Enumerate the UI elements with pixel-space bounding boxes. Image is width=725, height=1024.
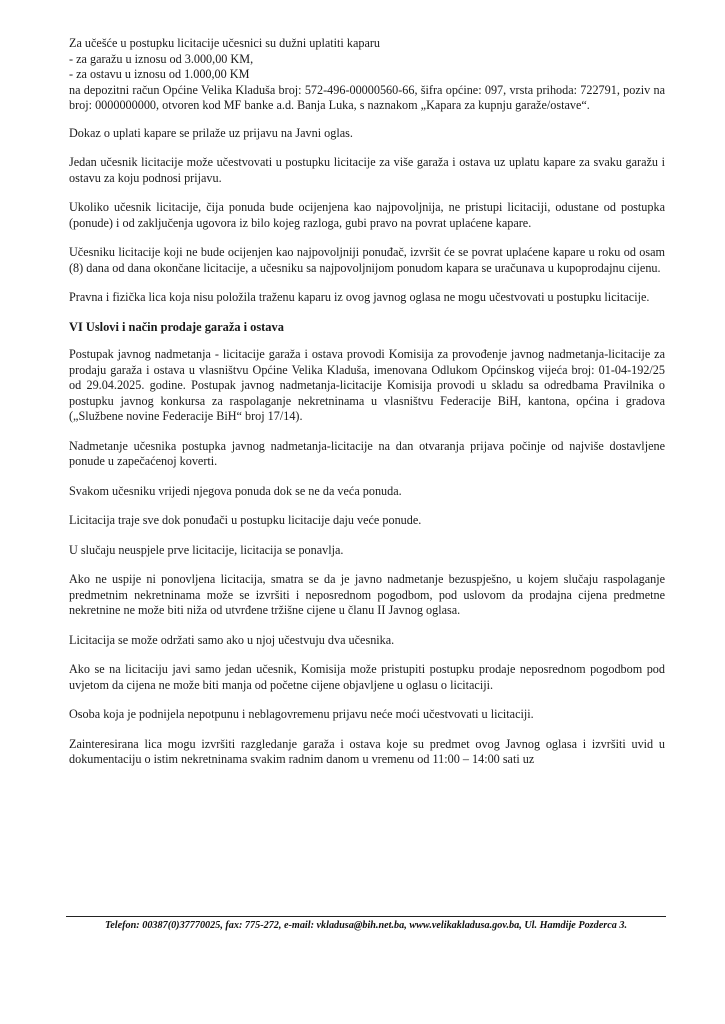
footer-contact: Telefon: 00387(0)37770025, fax: 775-272, e-mail: vkladusa@bih.net.ba, www.velikakladusa.gov.ba, Ul. Hamdije Pozderca 3. [104, 920, 628, 931]
storage-deposit-line: - za ostavu u iznosu od 1.000,00 KM [69, 67, 250, 81]
paragraph: Pravna i fizička lica koja nisu položila traženu kaparu iz ovog javnog oglasa ne mogu učestvovati u postupku licitacije. [69, 290, 650, 304]
paragraph: Jedan učesnik licitacije može učestvovati u postupku licitacije za više garaža i ostava uz uplatu kapare za svaku garažu i ostavu za koju podnosi prijavu. [69, 155, 665, 185]
paragraph: Osoba koja je podnijela nepotpunu i neblagovremenu prijavu neće moći učestvovati u licitaciji. [69, 707, 534, 721]
document-body [69, 36, 665, 782]
paragraph: Ako ne uspije ni ponovljena licitacija, smatra se da je javno nadmetanje bezuspješno, u kojem slučaju raspolaganje predmetnim nekretninama može se izvršiti i neposrednom pogodbom, pod uslovom da prodajna cijena predmetne nekretnine ne može biti niža od utvrđene tržišne cijene u članu II Javnog oglasa. [69, 572, 665, 617]
deposit-paragraph [69, 36, 665, 114]
paragraph: Svakom učesniku vrijedi njegova ponuda dok se ne da veća ponuda. [69, 483, 402, 498]
paragraph: Postupak javnog nadmetanja - licitacije garaža i ostava provodi Komisija za provođenje javnog nadmetanja-licitacije za prodaju garaža i ostava u vlasništvu Općine Velika Kladuša, imenovana Odlukom Općinskog vijeća broj: 01-04-192/25 od 29.04.2025. godine. Postupak javnog nadmetanja-licitacije Komisija provodi u skladu sa odredbama Pravilnika o postupku javnog konkursa za raspolaganje nekretninama u vlasništvu Federacije BiH, kantona, općina i gradova („Službene novine Federacije BiH“ broj 17/14). [69, 347, 665, 423]
paragraph: U slučaju neuspjele prve licitacije, licitacija se ponavlja. [69, 542, 344, 557]
paragraph: Nadmetanje učesnika postupka javnog nadmetanja-licitacije na dan otvaranja prijava počinje od najviše dostavljene ponude u zapečaćenoj koverti. [69, 438, 665, 468]
paragraph: Licitacija se može održati samo ako u njoj učestvuju dva učesnika. [69, 632, 395, 647]
garage-deposit-line: - za garažu u iznosu od 3.000,00 KM, [69, 51, 254, 66]
footer-divider [66, 916, 666, 917]
section-heading: VI Uslovi i način prodaje garaža i ostava [69, 319, 284, 334]
deposit-intro-line: Za učešće u postupku licitacije učesnici su dužni uplatiti kaparu [69, 36, 381, 50]
paragraph: Dokaz o uplati kapare se prilaže uz prijavu na Javni oglas. [69, 125, 353, 140]
paragraph: Učesniku licitacije koji ne bude ocijenjen kao najpovoljniji ponuđač, izvršit će se povrat uplaćene kapare u roku od osam (8) dana od dana okončane licitacije, a učesniku sa najpovoljnijom ponudom kapara se uračunava u kupoprodajnu cijenu. [69, 245, 665, 275]
paragraph: Ukoliko učesnik licitacije, čija ponuda bude ocijenjena kao najpovoljnija, ne pristupi licitaciji, odustane od postupka (ponude) i od zaključenja ugovora iz bilo kojeg razloga, gubi pravo na povrat uplaćene kapare. [69, 200, 665, 230]
account-details-text: na depozitni račun Općine Velika Kladuša broj: 572-496-00000560-66, šifra općine: 097, vrsta prihoda: 722791, poziv na broj: 0000000000, otvoren kod MF banke a.d. Banja Luka, s naznakom „Kapara za kupnju garaže/ostave“. [69, 82, 665, 112]
paragraph: Licitacija traje sve dok ponuđači u postupku licitacije daju veće ponude. [69, 513, 422, 527]
paragraph: Zainteresirana lica mogu izvršiti razgledanje garaža i ostava koje su predmet ovog Javnog oglasa i izvršiti uvid u dokumentaciju o istim nekretninama svakim radnim danom u vremenu od 11:00 – 14:00 sati uz [69, 736, 665, 766]
paragraph: Ako se na licitaciju javi samo jedan učesnik, Komisija može pristupiti postupku prodaje neposrednom pogodbom pod uvjetom da cijena ne može biti manja od početne cijene objavljene u oglasu o licitaciji. [69, 662, 665, 692]
